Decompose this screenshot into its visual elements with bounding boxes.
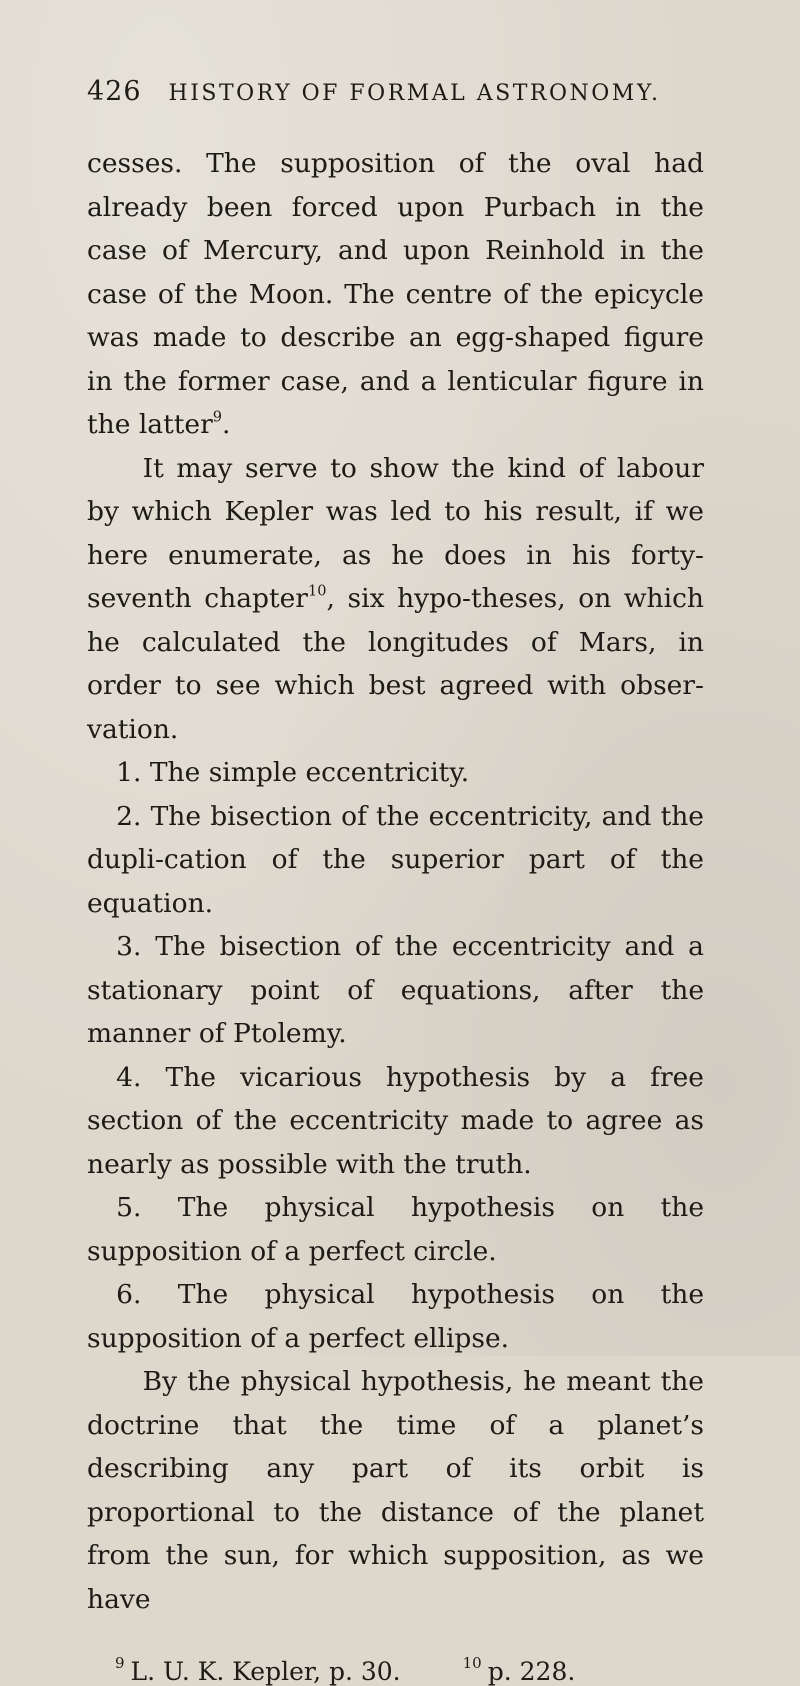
paragraph-end: . [222,409,231,440]
footnote [115,1654,401,1686]
page-header [87,76,704,132]
page-number: 426 [87,76,142,107]
body-text [87,142,704,1621]
footnote-mark: 10 [462,1654,482,1672]
paragraph: By the physical hypothesis, he meant the doctrine that the time of a planet’s describing any part of its orbit is proportional to the distance of the planet from the sun, for which supposition, as we have [87,1366,704,1615]
paragraph-text-continued: , six hypo-theses, on which he calculated the longitudes of Mars, in order to see which best agreed with obser-vation. [87,583,704,745]
hypothesis-item-6: 6. The physical hypothesis on the supposition of a perfect ellipse. [87,1279,704,1354]
footnotes [87,1654,704,1686]
hypothesis-item-5: 5. The physical hypothesis on the supposition of a perfect circle. [87,1192,704,1267]
hypothesis-item-4: 4. The vicarious hypothesis by a free section of the eccentricity made to agree as nearly as possible with the truth. [87,1061,704,1180]
hypothesis-item-3: 3. The bisection of the eccentricity and a stationary point of equations, after the manner of Ptolemy. [87,931,704,1049]
footnote-ref: 10 [307,582,327,600]
footnote [462,1654,576,1686]
running-title: HISTORY OF FORMAL ASTRONOMY. [168,81,661,106]
paragraph-text: cesses. The supposition of the oval had already been forced upon Purbach in the case of Mercury, and upon Reinhold in the case of the Moon. The centre of the epicycle was made to describe an egg-shaped figure in the former case, and a lenticular figure in the latter [87,148,704,440]
hypothesis-item-1: 1. The simple eccentricity. [116,757,470,788]
footnote-ref: 9 [212,408,223,426]
footnote-text: p. 228. [487,1657,576,1686]
paragraph-text: It may serve to show the kind of labour by which Kepler was led to his result, if we here enumerate, as he does in his forty-seventh chapter [87,452,704,614]
hypothesis-item-2: 2. The bisection of the eccentricity, and the dupli-cation of the superior part of the equation. [87,800,704,919]
footnote-mark: 9 [115,1654,125,1672]
paragraph [87,447,704,752]
paragraph-continued [87,142,704,447]
footnote-text: L. U. K. Kepler, p. 30. [130,1657,401,1686]
